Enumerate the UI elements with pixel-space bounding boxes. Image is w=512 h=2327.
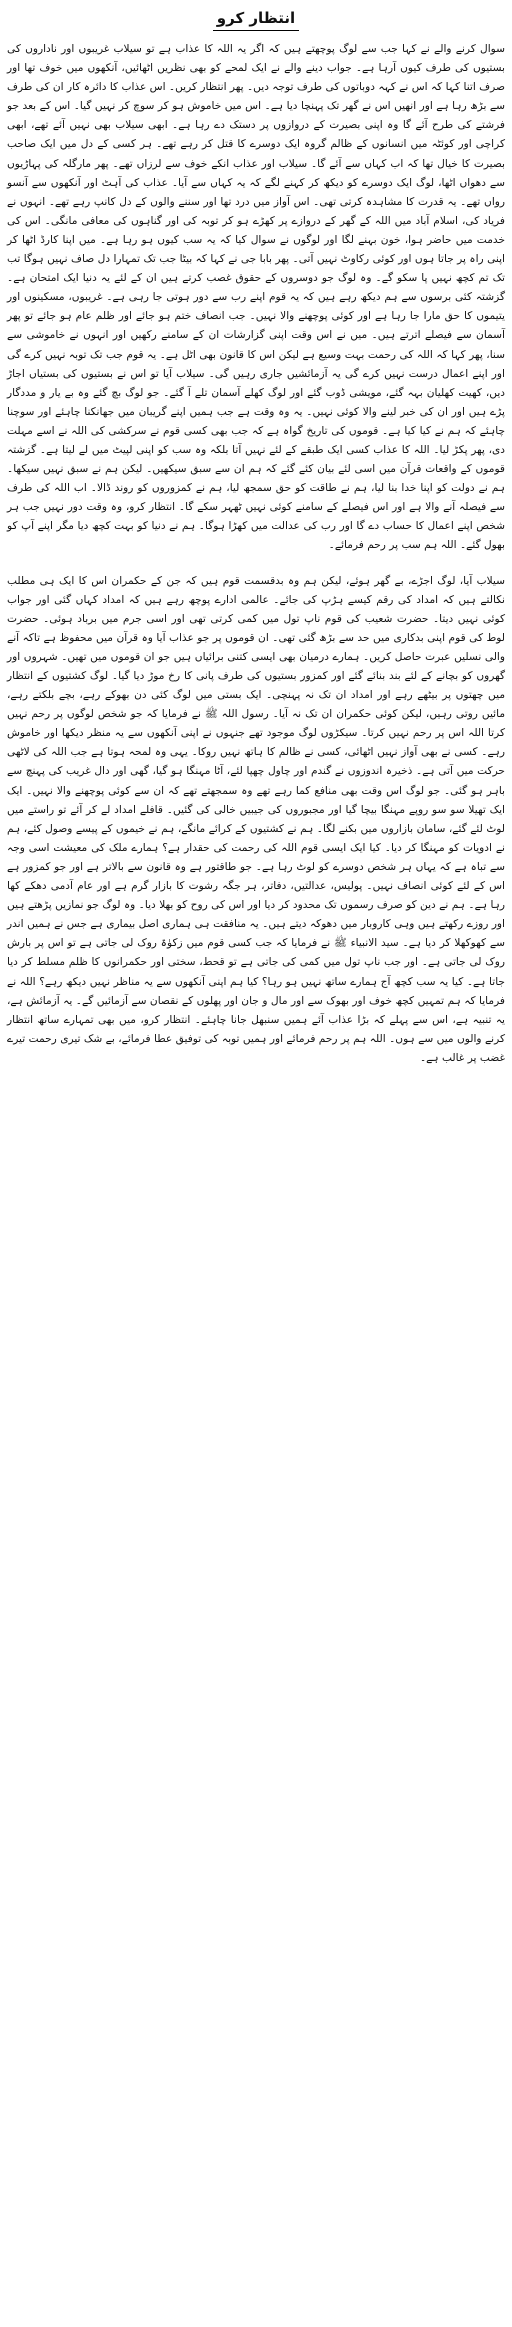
article-body [7, 40, 505, 1068]
section-gap [7, 556, 505, 572]
article-section-1 [7, 40, 505, 556]
article-title: انتظار کرو [213, 8, 299, 31]
paragraph-1: سوال کرنے والے نے کہا جب سے لوگ پوچھتے ہیں کہ اگر یہ اللہ کا عذاب ہے تو سیلاب غریبوں اور ناداروں کی بستیوں کی طرف کیوں آرہا ہے۔ جواب دینے والے نے ایک لمحے کو بھی نظریں اٹھائیں، آنکھوں میں خوف تھا اور صرف اتنا کہا کہ اس نے کہہ دوباتوں کی طرف توجہ دیں۔ پھر انتظار کریں۔ اس عذاب کا دائرہ کار ان کی طرف سے بڑھ رہا ہے اور انھیں اس نے گھر تک پہنچا دیا ہے۔ اس میں خاموش ہو کر سوچ کر نہیں گیا۔ اس کے بعد جو فرشتے کی طرح آئے گا وہ اپنی بصیرت کے دروازوں پر دستک دے رہا ہے۔ ابھی سیلاب بھی نہیں آئے تھے، ابھی کراچی اور کوئٹہ میں انسانوں کے ظالم گروہ ایک دوسرے کا قتل کر رہے تھے۔ ہر کسی کے دل میں ایک صاحب بصیرت کا خیال تھا کہ اب کہاں سے آئے گا۔ سیلاب اور عذاب انکے خوف سے لرزاں تھے۔ پھر مارگلہ کی پہاڑیوں سے دھواں اٹھا، لوگ ایک دوسرے کو دیکھ کر کہنے لگے کہ یہ کہاں سے آیا۔ عذاب کی آہٹ اور آنکھوں سے آنسو رواں تھے۔ یہ قدرت کا مشاہدہ کرتی تھی۔ اس آواز میں درد تھا اور سننے والوں کے دل کانپ رہے تھے۔ انہوں نے فریاد کی، اسلام آباد میں اللہ کے گھر کے دروازے پر کھڑے ہو کر توبہ کی اور گناہوں کی معافی مانگی۔ اس کی خدمت میں حاضر ہوا، خون بہنے لگا اور لوگوں نے سوال کیا کہ یہ سب کیوں ہو رہا ہے۔ میں اپنا کارڈ اٹھا کر اپنی راہ پر جاتا ہوں اور کوئی رکاوٹ نہیں آتی۔ پھر بابا جی نے کہا کہ بیٹا جب تک تمہارا دل صاف نہیں ہوگا تب تک تم کچھ نہیں پا سکو گے۔ وہ لوگ جو دوسروں کے حقوق غصب کرتے ہیں ان کے لئے یہ دنیا ایک امتحان ہے۔ گزشتہ کئی برسوں سے ہم دیکھ رہے ہیں کہ یہ قوم اپنے رب سے دور ہوتی جا رہی ہے۔ غریبوں، مسکینوں اور یتیموں کا حق مارا جا رہا ہے اور کوئی پوچھنے والا نہیں۔ جب انصاف ختم ہو جائے اور ظلم عام ہو جائے تو پھر آسمان سے فیصلے اترتے ہیں۔ میں نے اس وقت اپنی گزارشات ان کے سامنے رکھیں اور انہوں نے خاموشی سے سنا، پھر کہا کہ اللہ کی رحمت بہت وسیع ہے لیکن اس کا قانون بھی اٹل ہے۔ یہ قوم جب تک توبہ نہیں کرے گی اور اپنے اعمال درست نہیں کرے گی یہ آزمائشیں جاری رہیں گی۔ سیلاب آیا تو اس نے بستیوں کی بستیاں اجاڑ دیں، کھیت کھلیان بہہ گئے، مویشی ڈوب گئے اور لوگ کھلے آسمان تلے آ گئے۔ جو لوگ بچ گئے وہ بے یار و مددگار پڑے ہیں اور ان کی خبر لینے والا کوئی نہیں۔ یہ وہ وقت ہے جب ہمیں اپنے گریبان میں جھانکنا چاہئے اور سوچنا چاہئے کہ ہم نے کیا کیا ہے۔ قوموں کی تاریخ گواہ ہے کہ جب بھی کسی قوم نے سرکشی کی اللہ نے اسے مہلت دی، پھر پکڑ لیا۔ اللہ کا عذاب کسی ایک طبقے کے لئے نہیں آتا بلکہ وہ سب کو اپنی لپیٹ میں لے لیتا ہے۔ گزشتہ قوموں کے واقعات قرآن میں اسی لئے بیان کئے گئے کہ ہم ان سے سبق سیکھیں۔ لیکن ہم نے سبق نہیں سیکھا۔ ہم نے دولت کو اپنا خدا بنا لیا، ہم نے طاقت کو حق سمجھ لیا، ہم نے کمزوروں کو روند ڈالا۔ اب اللہ کی طرف سے فیصلہ آنے والا ہے اور اس فیصلے کے سامنے کوئی نہیں ٹھہر سکے گا۔ انتظار کرو، وہ وقت دور نہیں جب ہر شخص اپنے اعمال کا حساب دے گا اور رب کی عدالت میں کھڑا ہوگا۔ ہم نے دنیا کو بہت کچھ دیا مگر اپنے آپ کو بھول گئے۔ اللہ ہم سب پر رحم فرمائے۔ [7, 43, 505, 552]
header [7, 8, 505, 36]
paragraph-2: سیلاب آیا، لوگ اجڑے، بے گھر ہوئے، لیکن ہم وہ بدقسمت قوم ہیں کہ جن کے حکمران اس کا ایک ہی مطلب نکالتے ہیں کہ امداد کی رقم کیسے ہڑپ کی جائے۔ عالمی ادارے پوچھ رہے ہیں کہ امداد کہاں گئی اور جواب کوئی نہیں دیتا۔ حضرت شعیب کی قوم ناپ تول میں کمی کرتی تھی اور اسی جرم میں برباد ہوئی۔ حضرت لوط کی قوم اپنی بدکاری میں حد سے بڑھ گئی تھی۔ ان قوموں پر جو عذاب آیا وہ قرآن میں محفوظ ہے تاکہ آنے والی نسلیں عبرت حاصل کریں۔ ہمارے درمیان بھی ایسی کتنی برائیاں ہیں جو ان قوموں میں تھیں۔ شہروں اور گھروں کو بچانے کے لئے بند بنائے گئے اور کمزور بستیوں کی طرف پانی کا رخ موڑ دیا گیا۔ لوگ کشتیوں کے انتظار میں چھتوں پر بیٹھے رہے اور امداد ان تک نہ پہنچی۔ ایک بستی میں لوگ کئی دن بھوکے رہے، بچے بلکتے رہے، مائیں روتی رہیں، لیکن کوئی حکمران ان تک نہ آیا۔ رسول اللہ ﷺ نے فرمایا کہ جو شخص لوگوں پر رحم نہیں کرتا اللہ اس پر رحم نہیں کرتا۔ سیکڑوں لوگ موجود تھے جنہوں نے اپنی آنکھوں سے یہ منظر دیکھا اور خاموش رہے۔ کسی نے بھی آواز نہیں اٹھائی، کسی نے ظالم کا ہاتھ نہیں روکا۔ یہی وہ لمحہ ہوتا ہے جب اللہ کی لاٹھی حرکت میں آتی ہے۔ ذخیرہ اندوزوں نے گندم اور چاول چھپا لئے، آٹا مہنگا ہو گیا، گھی اور دال غریب کی پہنچ سے باہر ہو گئی۔ جو لوگ اس وقت بھی منافع کما رہے تھے وہ سمجھتے تھے کہ ان سے کوئی پوچھنے والا نہیں۔ ایک ایک تھیلا سو سو روپے مہنگا بیچا گیا اور مجبوروں کی جیبیں خالی کی گئیں۔ قافلے امداد لے کر آئے تو راستے میں لوٹ لئے گئے، سامان بازاروں میں بکنے لگا۔ ہم نے کشتیوں کے کرائے مانگے، ہم نے خیموں کے پیسے وصول کئے، ہم نے ادویات کو مہنگا کر دیا۔ کیا ایک ایسی قوم اللہ کی رحمت کی حقدار ہے؟ ہمارے ملک کی معیشت اسی وجہ سے تباہ ہے کہ یہاں ہر شخص دوسرے کو لوٹ رہا ہے۔ جو طاقتور ہے وہ قانون سے بالاتر ہے اور جو کمزور ہے اس کے لئے کوئی انصاف نہیں۔ پولیس، عدالتیں، دفاتر، ہر جگہ رشوت کا بازار گرم ہے اور عام آدمی دھکے کھا رہا ہے۔ ہم نے دین کو صرف رسموں تک محدود کر دیا اور اس کی روح کو بھلا دیا۔ وہ لوگ جو نمازیں پڑھتے ہیں اور روزے رکھتے ہیں وہی کاروبار میں دھوکہ دیتے ہیں۔ یہ منافقت ہی ہماری اصل بیماری ہے جس نے ہمیں اندر سے کھوکھلا کر دیا ہے۔ سید الانبیاء ﷺ نے فرمایا کہ جب کسی قوم میں زکوٰۃ روک لی جاتی ہے تو اس پر بارش روک لی جاتی ہے۔ اور جب ناپ تول میں کمی کی جاتی ہے تو قحط، سختی اور حکمرانوں کا ظلم مسلط کر دیا جاتا ہے۔ کیا یہ سب کچھ آج ہمارے ساتھ نہیں ہو رہا؟ کیا ہم اپنی آنکھوں سے یہ مناظر نہیں دیکھ رہے؟ اللہ نے فرمایا کہ ہم تمہیں کچھ خوف اور بھوک سے اور مال و جان اور پھلوں کے نقصان سے آزمائیں گے۔ یہ آزمائش ہے، یہ تنبیہ ہے، اس سے پہلے کہ بڑا عذاب آئے ہمیں سنبھل جانا چاہئے۔ انتظار کرو، میں بھی تمہارے ساتھ انتظار کرنے والوں میں سے ہوں۔ اللہ ہم پر رحم فرمائے اور ہمیں توبہ کی توفیق عطا فرمائے، بے شک تیری رحمت تیرے غضب پر غالب ہے۔ [7, 574, 505, 1064]
article-section-2 [7, 572, 505, 1068]
